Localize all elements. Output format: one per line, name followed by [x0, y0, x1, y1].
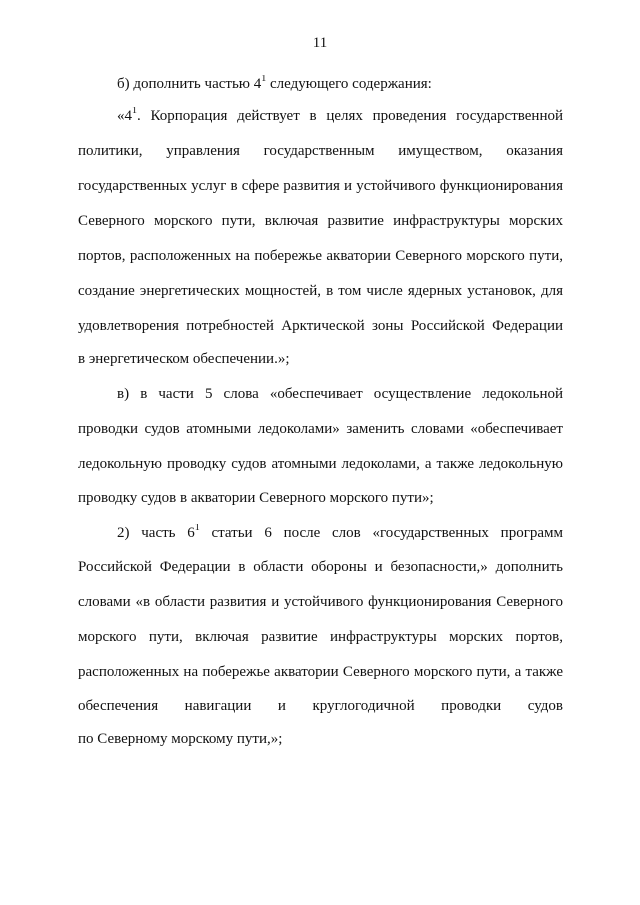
text-segment: ледокольную проводку судов атомными ледоколами, а также ледокольную [78, 456, 563, 472]
text-segment: обеспечения навигации и круглогодичной проводки судов [78, 698, 563, 714]
text-line [78, 142, 563, 160]
text-segment: портов, расположенных на побережье акватории Северного морского пути, [78, 248, 563, 264]
text-line [117, 107, 563, 125]
text-line [78, 350, 563, 368]
text-segment: в) в части 5 слова «обеспечивает осуществление ледокольной [117, 386, 563, 402]
text-segment: политики, управления государственным имуществом, оказания [78, 143, 563, 159]
text-line [78, 489, 563, 507]
superscript: 1 [132, 107, 137, 116]
text-segment: по Северному морскому пути,»; [78, 731, 283, 747]
text-line [78, 455, 563, 473]
text-line [78, 317, 563, 335]
text-segment: 2) часть 6 [117, 525, 195, 541]
text-segment: Российской Федерации в области обороны и безопасности,» дополнить [78, 559, 563, 575]
text-line [78, 177, 563, 195]
page-number: 11 [312, 35, 328, 51]
text-segment: морского пути, включая развитие инфраструктуры морских портов, [78, 629, 563, 645]
text-line [78, 730, 563, 748]
text-line [78, 282, 563, 300]
text-line [78, 212, 563, 230]
text-segment: Северного морского пути, включая развитие инфраструктуры морских [78, 213, 563, 229]
text-segment: государственных услуг в сфере развития и устойчивого функционирования [78, 178, 563, 194]
text-segment: словами «в области развития и устойчивого функционирования Северного [78, 594, 563, 610]
text-line [117, 75, 563, 93]
text-line [117, 385, 563, 403]
text-segment: создание энергетических мощностей, в том числе ядерных установок, для [78, 283, 563, 299]
superscript: 1 [194, 524, 200, 533]
text-segment: б) дополнить частью 4 [117, 76, 262, 92]
text-segment: «4 [117, 108, 132, 124]
text-segment: в энергетическом обеспечении.»; [78, 351, 290, 367]
text-segment: удовлетворения потребностей Арктической зоны Российской Федерации [78, 318, 563, 334]
text-segment: следующего содержания: [266, 76, 432, 92]
text-line [78, 663, 563, 681]
text-segment: расположенных на побережье акватории Северного морского пути, а также [78, 664, 563, 680]
text-segment: . Корпорация действует в целях проведения государственной [137, 108, 563, 124]
text-line [78, 593, 563, 611]
text-segment: статьи 6 после слов «государственных программ [199, 525, 563, 541]
text-line [78, 628, 563, 646]
text-segment: проводку судов в акватории Северного морского пути»; [78, 490, 434, 506]
text-line [78, 247, 563, 265]
text-segment: проводки судов атомными ледоколами» заменить словами «обеспечивает [78, 421, 563, 437]
text-line [117, 524, 563, 542]
text-line [78, 558, 563, 576]
text-line [78, 420, 563, 438]
text-line [78, 697, 563, 715]
superscript: 1 [261, 75, 267, 84]
